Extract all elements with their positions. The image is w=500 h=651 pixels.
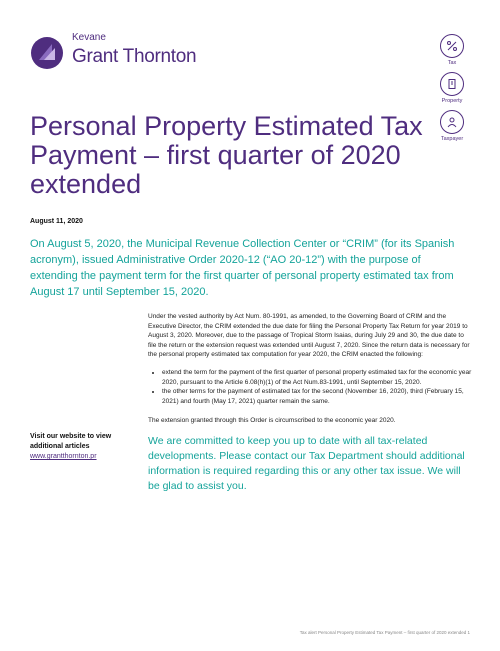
- body-paragraph-2: The extension granted through this Order is circumscribed to the economic year 2020.: [148, 417, 396, 425]
- list-item: • the other terms for the payment of estimated tax for the second (November 16, 2020), third (February 15, 2021) and fourth (May 17, 2021) quarter remain the same.: [162, 387, 473, 406]
- sidebar-heading: Visit our website to view additional articles: [30, 433, 112, 450]
- logo-brand-text: Grant Thornton: [72, 46, 197, 67]
- brand-logo: [30, 30, 230, 74]
- body-paragraph-1: Under the vested authority by Act Num. 80-1991, as amended, to the Governing Board of CRIM and the Executive Director, the CRIM extended the due date for filing the Personal Property Tax Return for year 2019 to August 3, 2020. Moreover, due to the passage of Tropical Storm Isaias, during July 29 and 30, the due date to file the return or the extension request was extended until August 7, 2020. Since the return data is necessary for the personal property estimated tax computation for year 2020, the CRIM enacted the following:: [148, 313, 470, 359]
- page-footer: Tax alert Personal Property Estimated Tax Payment – first quarter of 2020 extended 1: [299, 630, 470, 635]
- tax-topic: [436, 34, 468, 66]
- page-title: Personal Property Estimated Tax Payment – first quarter of 2020 extended: [30, 111, 423, 199]
- property-topic-label: Property: [441, 98, 463, 104]
- taxpayer-topic-label: Taxpayer: [440, 136, 464, 142]
- logo-kevane-text: Kevane: [72, 32, 106, 43]
- publish-date: August 11, 2020: [30, 218, 83, 225]
- sidebar-callout: [30, 432, 138, 462]
- measures-list: [148, 368, 473, 406]
- intro-paragraph: On August 5, 2020, the Municipal Revenue Collection Center or “CRIM” (for its Spanish acronym), issued Administrative Order 2020-12 (“AO 20-12”) with the purpose of extending the payment term for the first quarter of personal property estimated tax from August 17 until September 15, 2020.: [30, 238, 455, 298]
- percent-icon: [440, 34, 464, 58]
- tax-topic-label: Tax: [447, 60, 457, 66]
- website-link[interactable]: www.grantthornton.pr: [30, 453, 97, 460]
- closing-statement: We are committed to keep you up to date with all tax-related developments. Please contact our Tax Department should additional information is required regarding this or any other tax issue. We will be glad to assist you.: [148, 434, 465, 492]
- grant-thornton-logo-mark: [30, 36, 64, 70]
- list-item: • extend the term for the payment of the first quarter of personal property estimated tax for the economic year 2020, pursuant to the Article 6.08(h)(1) of the Act Num.83-1991, until September 15, 2020.: [162, 368, 473, 387]
- property-topic: [436, 72, 468, 104]
- building-icon: [440, 72, 464, 96]
- article-body: [148, 312, 473, 494]
